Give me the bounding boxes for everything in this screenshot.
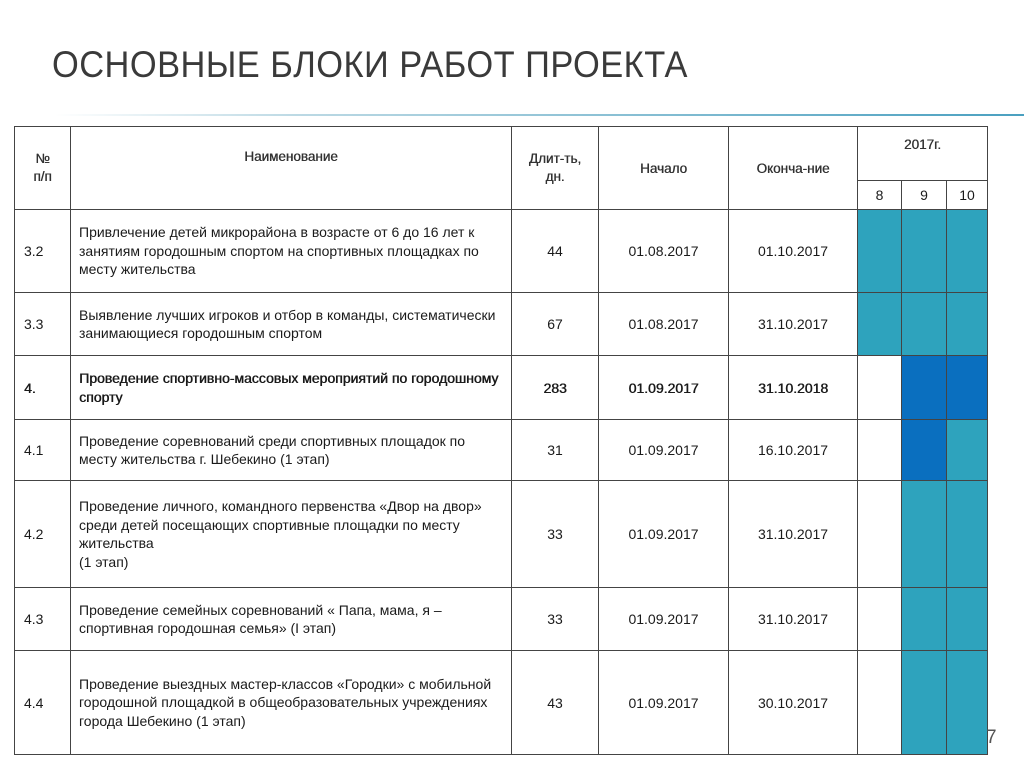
gantt-bar-cell bbox=[902, 420, 947, 481]
header-num-text: № п/п bbox=[33, 151, 52, 184]
header-name: Наименование bbox=[71, 127, 512, 210]
gantt-bar-cell bbox=[858, 356, 902, 420]
row-start: 01.09.2017 bbox=[599, 481, 729, 588]
gantt-bar-cell bbox=[858, 293, 902, 356]
gantt-table bbox=[14, 126, 988, 755]
header-year: 2017г. bbox=[858, 127, 988, 181]
gantt-bar-cell bbox=[902, 588, 947, 651]
header-month-9: 9 bbox=[902, 181, 947, 210]
row-name: Проведение личного, командного первенства «Двор на двор» среди детей посещающих спортивные площадки по месту жительства (1 этап) bbox=[71, 481, 512, 588]
table-row bbox=[15, 481, 988, 588]
page-title: ОСНОВНЫЕ БЛОКИ РАБОТ ПРОЕКТА bbox=[52, 44, 688, 85]
row-number: 4.1 bbox=[15, 420, 71, 481]
row-start: 01.09.2017 bbox=[599, 356, 729, 420]
table-row bbox=[15, 356, 988, 420]
gantt-bar-cell bbox=[858, 588, 902, 651]
row-start: 01.09.2017 bbox=[599, 651, 729, 755]
row-name: Привлечение детей микрорайона в возрасте от 6 до 16 лет к занятиям городошным спортом на спортивных площадках по месту жительства bbox=[71, 210, 512, 293]
header-month-8: 8 bbox=[858, 181, 902, 210]
gantt-bar-cell bbox=[858, 420, 902, 481]
gantt-bar-cell bbox=[947, 356, 988, 420]
gantt-bar-cell bbox=[858, 210, 902, 293]
row-duration: 283 bbox=[512, 356, 599, 420]
row-name: Проведение семейных соревнований « Папа, мама, я – спортивная городошная семья» (I этап) bbox=[71, 588, 512, 651]
row-name: Выявление лучших игроков и отбор в команды, систематически занимающиеся городошным спортом bbox=[71, 293, 512, 356]
row-number: 4.2 bbox=[15, 481, 71, 588]
row-end: 31.10.2017 bbox=[729, 588, 858, 651]
table-row bbox=[15, 588, 988, 651]
row-name: Проведение соревнований среди спортивных площадок по месту жительства г. Шебекино (1 этап) bbox=[71, 420, 512, 481]
row-duration: 31 bbox=[512, 420, 599, 481]
table-row bbox=[15, 420, 988, 481]
row-start: 01.08.2017 bbox=[599, 210, 729, 293]
gantt-bar-cell bbox=[947, 293, 988, 356]
gantt-bar-cell bbox=[947, 210, 988, 293]
row-end: 16.10.2017 bbox=[729, 420, 858, 481]
row-duration: 33 bbox=[512, 481, 599, 588]
row-number: 4.3 bbox=[15, 588, 71, 651]
row-start: 01.09.2017 bbox=[599, 588, 729, 651]
table-row bbox=[15, 293, 988, 356]
row-duration: 44 bbox=[512, 210, 599, 293]
gantt-bar-cell bbox=[902, 481, 947, 588]
header-duration bbox=[512, 127, 599, 210]
page-number: 7 bbox=[986, 727, 997, 748]
row-end: 31.10.2017 bbox=[729, 293, 858, 356]
row-number: 4.4 bbox=[15, 651, 71, 755]
row-start: 01.09.2017 bbox=[599, 420, 729, 481]
row-name: Проведение спортивно-массовых мероприятий по городошному спорту bbox=[71, 356, 512, 420]
gantt-bar-cell bbox=[858, 481, 902, 588]
row-end: 30.10.2017 bbox=[729, 651, 858, 755]
row-number: 3.2 bbox=[15, 210, 71, 293]
gantt-bar-cell bbox=[947, 420, 988, 481]
gantt-bar-cell bbox=[947, 588, 988, 651]
gantt-bar-cell bbox=[947, 481, 988, 588]
header-duration-text: Длит-ть, дн. bbox=[528, 151, 582, 184]
header-num bbox=[15, 127, 71, 210]
gantt-bar-cell bbox=[902, 356, 947, 420]
table-row bbox=[15, 651, 988, 755]
header-start: Начало bbox=[599, 127, 729, 210]
header-month-10: 10 bbox=[947, 181, 988, 210]
row-start: 01.08.2017 bbox=[599, 293, 729, 356]
table-row bbox=[15, 210, 988, 293]
row-end: 31.10.2017 bbox=[729, 481, 858, 588]
header-end: Оконча-ние bbox=[729, 127, 858, 210]
gantt-bar-cell bbox=[902, 293, 947, 356]
row-name: Проведение выездных мастер-классов «Городки» с мобильной городошной площадкой в общеобразовательных учреждениях города Шебекино (1 этап) bbox=[71, 651, 512, 755]
table-body bbox=[15, 210, 988, 755]
title-divider bbox=[55, 114, 1024, 116]
row-end: 31.10.2018 bbox=[729, 356, 858, 420]
row-end: 01.10.2017 bbox=[729, 210, 858, 293]
row-number: 4. bbox=[15, 356, 71, 420]
gantt-bar-cell bbox=[947, 651, 988, 755]
row-number: 3.3 bbox=[15, 293, 71, 356]
gantt-bar-cell bbox=[902, 651, 947, 755]
row-duration: 43 bbox=[512, 651, 599, 755]
gantt-bar-cell bbox=[902, 210, 947, 293]
header-row bbox=[15, 127, 988, 181]
row-duration: 67 bbox=[512, 293, 599, 356]
gantt-bar-cell bbox=[858, 651, 902, 755]
row-duration: 33 bbox=[512, 588, 599, 651]
